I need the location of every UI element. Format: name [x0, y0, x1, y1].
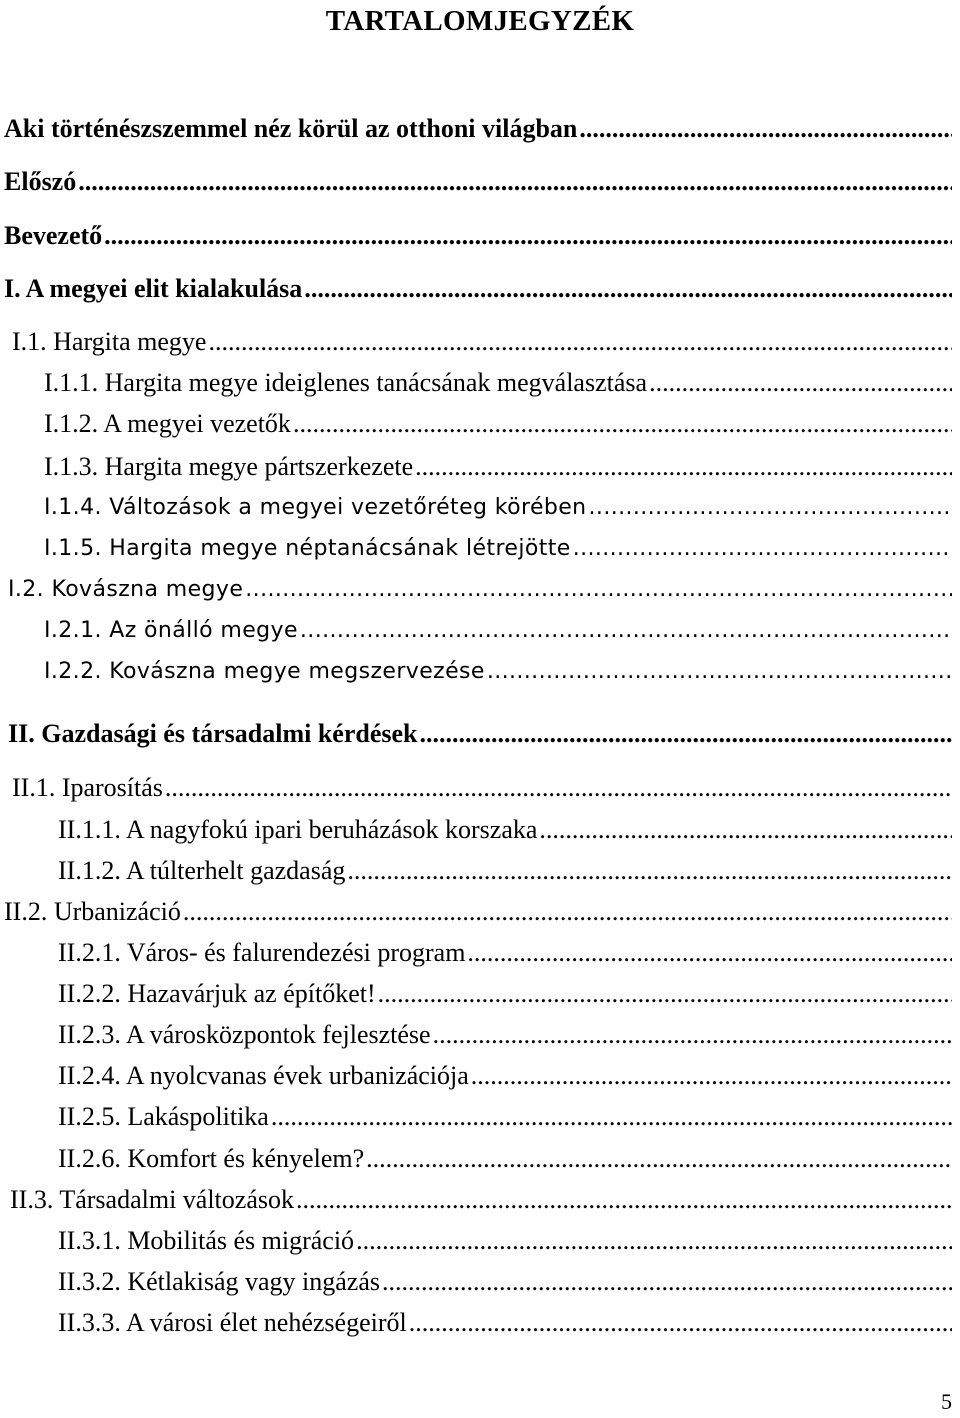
toc-leader-dots	[271, 1101, 952, 1133]
toc-entry[interactable]	[58, 978, 952, 1010]
toc-entry-title: II.3. Társadalmi változások	[10, 1185, 294, 1214]
toc-entry-title: I.2.1. Az önálló megye	[44, 618, 298, 643]
toc-entry-title: II.3.3. A városi élet nehézségeiről	[58, 1308, 407, 1337]
toc-leader-dots	[579, 113, 952, 145]
toc-leader-dots	[415, 451, 952, 483]
toc-leader-dots	[649, 367, 952, 399]
toc-entry[interactable]	[58, 814, 952, 846]
toc-leader-dots	[300, 615, 952, 647]
toc-entry-title: II.2.1. Város- és falurendezési program	[58, 938, 466, 967]
toc-entry[interactable]	[44, 615, 952, 647]
toc-entry-title: I.1. Hargita megye	[12, 327, 207, 356]
toc-entry[interactable]	[4, 113, 952, 145]
toc-entry[interactable]	[58, 1019, 952, 1051]
toc-entry[interactable]	[4, 273, 952, 305]
toc-leader-dots	[409, 1307, 952, 1339]
page-number: 5	[941, 1389, 952, 1414]
toc-entry-title: II.1. Iparosítás	[12, 773, 163, 802]
toc-leader-dots	[573, 533, 952, 565]
toc-entry[interactable]	[58, 855, 952, 887]
toc-entry-title: II.2.3. A városközpontok fejlesztése	[58, 1020, 431, 1049]
toc-entry[interactable]	[10, 1184, 952, 1216]
toc-leader-dots	[471, 1060, 952, 1092]
toc-entry-title: II.2.6. Komfort és kényelem?	[58, 1144, 365, 1173]
toc-entry-title: I.2. Kovászna megye	[8, 577, 244, 602]
toc-entry-title: II. Gazdasági és társadalmi kérdések	[8, 719, 418, 748]
toc-entry[interactable]	[8, 718, 952, 750]
toc-entry[interactable]	[58, 1307, 952, 1339]
toc-entry[interactable]	[58, 1266, 952, 1298]
toc-entry[interactable]	[44, 451, 952, 483]
toc-leader-dots	[296, 1184, 952, 1216]
toc-entry-title: I.1.5. Hargita megye néptanácsának létrejötte	[44, 536, 571, 561]
toc-leader-dots	[366, 1143, 952, 1175]
toc-leader-dots	[78, 166, 952, 198]
toc-entry-title: II.2.4. A nyolcvanas évek urbanizációja	[58, 1061, 469, 1090]
toc-leader-dots	[208, 326, 952, 358]
toc-leader-dots	[165, 772, 952, 804]
toc-entry[interactable]	[58, 937, 952, 969]
toc-entry-title: I.1.4. Változások a megyei vezetőréteg körében	[44, 495, 587, 520]
toc-entry-title: I.1.1. Hargita megye ideiglenes tanácsának megválasztása	[44, 368, 648, 397]
toc-leader-dots	[487, 656, 952, 688]
toc-entry[interactable]	[4, 166, 952, 198]
toc-entry-title: II.2.5. Lakáspolitika	[58, 1102, 269, 1131]
toc-entry-title: Bevezető	[4, 221, 103, 250]
toc-entry-title: Előszó	[4, 167, 77, 196]
toc-entry-title: Aki történészszemmel néz körül az otthoni világban	[4, 114, 578, 143]
toc-entry[interactable]	[44, 492, 952, 524]
toc-entry-title: I.2.2. Kovászna megye megszervezése	[44, 659, 485, 684]
toc-leader-dots	[539, 814, 952, 846]
toc-leader-dots	[245, 574, 952, 606]
toc-entry[interactable]	[8, 574, 952, 606]
toc-entry-title: II.2.2. Hazavárjuk az építőket!	[58, 979, 376, 1008]
toc-entry[interactable]	[44, 408, 952, 440]
toc-entry-title: II.3.2. Kétlakiság vagy ingázás	[58, 1267, 381, 1296]
toc-entry-title: II.1.1. A nagyfokú ipari beruházások korszaka	[58, 815, 538, 844]
toc-leader-dots	[433, 1019, 952, 1051]
toc-entry-title: I.1.2. A megyei vezetők	[44, 409, 291, 438]
toc-entry[interactable]	[44, 656, 952, 688]
toc-entry-title: I. A megyei elit kialakulása	[4, 274, 303, 303]
toc-entry-title: II.3.1. Mobilitás és migráció	[58, 1226, 355, 1255]
toc-leader-dots	[104, 220, 952, 252]
toc-entry-title: II.2. Urbanizáció	[4, 897, 181, 926]
toc-entry[interactable]	[12, 772, 952, 804]
toc-leader-dots	[356, 1225, 952, 1257]
toc-leader-dots	[293, 408, 952, 440]
toc-entry[interactable]	[4, 220, 952, 252]
toc-leader-dots	[347, 855, 952, 887]
toc-entry[interactable]	[58, 1060, 952, 1092]
toc-entry[interactable]	[44, 367, 952, 399]
toc-leader-dots	[467, 937, 952, 969]
toc-leader-dots	[304, 273, 952, 305]
toc-entry[interactable]	[12, 326, 952, 358]
toc-leader-dots	[183, 896, 952, 928]
toc-entry-title: II.1.2. A túlterhelt gazdaság	[58, 856, 346, 885]
toc-entry[interactable]	[58, 1101, 952, 1133]
page-title: TARTALOMJEGYZÉK	[325, 5, 635, 37]
toc-entry[interactable]	[4, 896, 952, 928]
toc-leader-dots	[378, 978, 952, 1010]
toc-leader-dots	[589, 492, 952, 524]
toc-entry[interactable]	[44, 533, 952, 565]
toc-entry[interactable]	[58, 1225, 952, 1257]
toc-leader-dots	[420, 718, 953, 750]
toc-entry-title: I.1.3. Hargita megye pártszerkezete	[44, 452, 414, 481]
toc-entry[interactable]	[58, 1143, 952, 1175]
toc-leader-dots	[382, 1266, 952, 1298]
